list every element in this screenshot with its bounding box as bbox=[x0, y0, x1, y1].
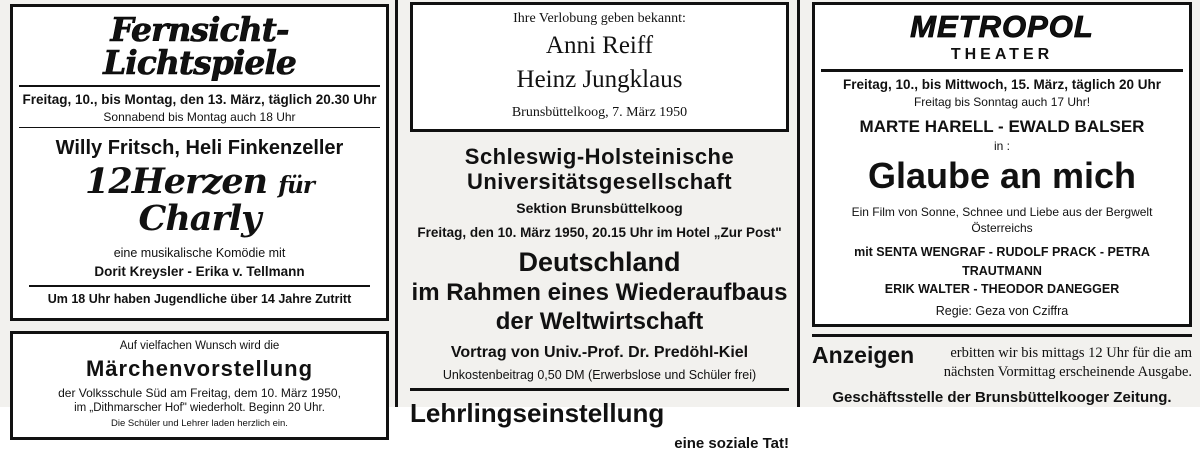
film-stars: Willy Fritsch, Heli Finkenzeller bbox=[55, 137, 344, 159]
fairytale-title: Märchenvorstellung bbox=[85, 355, 314, 381]
film-title-word2: für bbox=[278, 172, 314, 199]
engagement-announcement bbox=[410, 2, 789, 132]
film-title-number: 12 bbox=[84, 161, 132, 202]
engagement-name-2: Heinz Jungklaus bbox=[516, 66, 683, 94]
notices-body-line-2: nächsten Vormittag erscheinende Ausgabe. bbox=[943, 364, 1192, 381]
film-description-line-2: Österreichs bbox=[971, 221, 1033, 236]
lecture-speaker: Vortrag von Univ.-Prof. Dr. Predöhl-Kiel bbox=[450, 344, 749, 362]
apprentice-title: Lehrlingseinstellung bbox=[410, 398, 665, 429]
film-director: Regie: Geza von Cziffra bbox=[935, 303, 1069, 318]
lecture-topic-line-2: im Rahmen eines Wiederaufbaus bbox=[411, 278, 788, 306]
university-org-line-2: Universitätsgesellschaft bbox=[466, 169, 733, 195]
divider bbox=[821, 69, 1183, 72]
film-title bbox=[19, 161, 380, 239]
divider bbox=[812, 334, 1192, 337]
cinema-ad-metropol bbox=[812, 2, 1192, 327]
notices-title: Anzeigen bbox=[812, 341, 915, 368]
apprentice-notice bbox=[410, 388, 789, 452]
lecture-fee: Unkostenbeitrag 0,50 DM (Erwerbslose und Schüler frei) bbox=[442, 368, 757, 383]
notices-body-line-1: erbitten wir bis mittags 12 Uhr für die am bbox=[950, 344, 1192, 361]
film-cast-line-1: mit SENTA WENGRAF - RUDOLF PRACK - PETRA TRAUTMANN bbox=[854, 245, 1150, 278]
lecture-datetime-venue: Freitag, den 10. März 1950, 20.15 Uhr im Hotel „Zur Post" bbox=[417, 225, 782, 241]
lecture-topic-line-1: Deutschland bbox=[518, 247, 681, 278]
middle-column bbox=[395, 0, 800, 452]
cinema-name-metropol-sub: THEATER bbox=[950, 46, 1054, 63]
university-org-line-1: Schleswig-Holsteinische bbox=[464, 143, 735, 169]
youth-admission-note: Um 18 Uhr haben Jugendliche über 14 Jahre Zutritt bbox=[47, 291, 352, 306]
lecture-topic-line-3: der Weltwirtschaft bbox=[495, 307, 704, 335]
lecture-topic bbox=[410, 246, 789, 336]
notices-footer: Geschäftsstelle der Brunsbüttelkooger Zeitung. bbox=[832, 388, 1172, 406]
left-column bbox=[0, 0, 395, 429]
notices-block bbox=[812, 342, 1192, 406]
cinema-name-fernsicht: Fernsicht-Lichtspiele bbox=[103, 10, 296, 82]
film-title: Glaube an mich bbox=[867, 155, 1137, 196]
apprentice-subtitle: eine soziale Tat! bbox=[674, 435, 789, 452]
film-title-word1: Herzen bbox=[131, 161, 268, 202]
film-in-label: in : bbox=[993, 139, 1010, 153]
film-description-line-1: Ein Film von Sonne, Schnee und Liebe aus der Bergwelt bbox=[851, 205, 1153, 219]
film-cast: Dorit Kreysler - Erika v. Tellmann bbox=[94, 263, 305, 279]
university-lecture-ad bbox=[410, 144, 789, 383]
fairytale-date: der Volksschule Süd am Freitag, dem 10. März 1950, bbox=[58, 385, 341, 400]
film-genre: eine musikalische Komödie mit bbox=[113, 245, 286, 260]
film-title-word3: Charly bbox=[138, 197, 261, 239]
showtimes-dates: Freitag, 10., bis Mittwoch, 15. März, täglich 20 Uhr bbox=[842, 77, 1162, 92]
showtimes-dates: Freitag, 10., bis Montag, den 13. März, täglich 20.30 Uhr bbox=[22, 92, 377, 107]
fairytale-invite: Die Schüler und Lehrer laden herzlich ein. bbox=[111, 417, 288, 429]
fairytale-performance-ad bbox=[10, 331, 389, 440]
film-stars: MARTE HARELL - EWALD BALSER bbox=[859, 117, 1145, 136]
fairytale-intro: Auf vielfachen Wunsch wird die bbox=[119, 339, 280, 352]
university-section: Sektion Brunsbüttelkoog bbox=[516, 200, 683, 217]
engagement-heading: Ihre Verlobung geben bekannt: bbox=[513, 11, 686, 26]
cinema-name-metropol: METROPOL bbox=[910, 9, 1094, 44]
right-column bbox=[800, 0, 1200, 407]
engagement-place-date: Brunsbüttelkoog, 7. März 1950 bbox=[511, 104, 688, 120]
divider bbox=[19, 85, 380, 87]
showtimes-extra: Sonnabend bis Montag auch 18 Uhr bbox=[103, 110, 296, 124]
divider bbox=[19, 127, 380, 128]
showtimes-extra: Freitag bis Sonntag auch 17 Uhr! bbox=[913, 95, 1091, 109]
film-cast-line-2: ERIK WALTER - THEODOR DANEGGER bbox=[884, 281, 1120, 296]
fairytale-venue: im „Dithmarscher Hof" wiederholt. Beginn 20 Uhr. bbox=[74, 401, 325, 414]
engagement-name-1: Anni Reiff bbox=[545, 32, 654, 59]
cinema-ad-fernsicht bbox=[10, 4, 389, 321]
